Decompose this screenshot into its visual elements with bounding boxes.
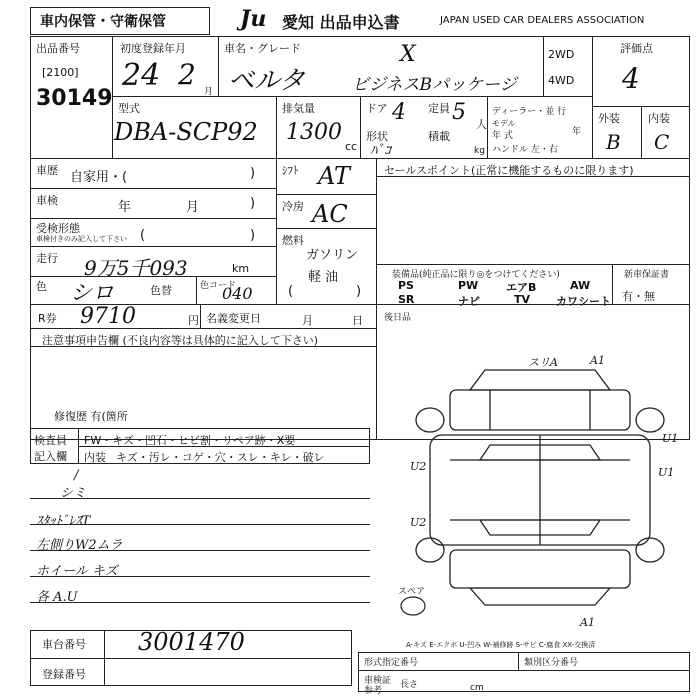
exterior-label: 外装 (598, 112, 620, 125)
receipt-label: 受検形態 (36, 222, 80, 235)
car-grade-mark: X (400, 42, 416, 67)
equipment-label: 装備品(純正品に限り◎をつけてください) (392, 270, 560, 280)
history-value: 自家用・( (70, 170, 128, 185)
shape-label: 形状 (366, 130, 388, 143)
inspector-note-5: ホイール キズ (36, 564, 118, 579)
form-dim-label: 車検証 (364, 676, 392, 686)
form-type-label: 形式指定番号 (364, 658, 419, 668)
lot-label: 出品番号 (36, 42, 80, 55)
color-change-label: 色替 (150, 284, 172, 297)
fuel-diesel: 軽 油 (308, 270, 339, 285)
mark-front-right: A1 (590, 354, 605, 367)
drive-2wd: 2WD (548, 48, 575, 61)
mark-rear: A1 (580, 616, 595, 629)
form-length-unit: cm (470, 683, 484, 693)
dealer-line1: ディーラー・並 行 (492, 107, 567, 117)
dealer-year: 年 式 (492, 131, 513, 141)
model-label: 型式 (118, 102, 140, 115)
header-left-label: 車内保管・守衛保管 (40, 14, 166, 30)
doors-value: 4 (392, 100, 406, 125)
fuel-open: ( (288, 284, 294, 299)
mark-right-upper: U1 (662, 432, 679, 445)
car-damage-diagram (390, 350, 690, 630)
interior-grade: C (654, 130, 670, 154)
shape-value: ﾊﾞｺ (370, 143, 391, 159)
mark-left-door: U2 (410, 460, 427, 473)
displacement-label: 排気量 (282, 102, 315, 115)
inspector-label-1: 検査員 (34, 434, 67, 447)
spare-label: スペア (398, 587, 426, 597)
mileage-value: 9万5千093 (84, 256, 188, 280)
car-grade: ビジネスBパッケージ (352, 75, 517, 95)
color-label: 色 (36, 280, 47, 293)
inspection-label: 車検 (36, 194, 58, 207)
shift-value: AT (318, 162, 351, 190)
mileage-unit: km (232, 262, 250, 275)
registration-label: 初度登録年月 (120, 42, 186, 55)
car-name-label: 車名・グレード (224, 42, 301, 55)
reg-number-label: 登録番号 (42, 668, 86, 681)
form-title: 愛知 出品申込書 (282, 13, 400, 32)
registration-month: 2 (178, 58, 196, 91)
form-ref-label: 参考 (364, 686, 383, 696)
equip-aw: AW (570, 279, 591, 292)
recycle-label: R券 (38, 312, 57, 325)
rating-label: 評価点 (620, 42, 653, 55)
interior-label: 内装 (648, 112, 670, 125)
inspector-row2-label: 内装 (84, 451, 106, 464)
load-label: 積載 (428, 130, 450, 143)
damage-legend: A-キズ E-エクボ U-凹み W-補修跡 S-サビ C-腐食 XX-交換済 (406, 641, 596, 649)
chassis-value: 3001470 (138, 628, 245, 656)
inspector-note-3: ｽﾀｯﾄﾞﾚｽT (36, 514, 91, 529)
mark-left-rear: U2 (410, 516, 427, 529)
inspector-note-1: / (74, 468, 79, 483)
chassis-label: 車台番号 (42, 638, 86, 651)
history-close: ) (250, 166, 256, 181)
registration-year: 24 (122, 58, 161, 93)
color-code: 040 (222, 284, 253, 303)
rear-items-label: 後日品 (384, 313, 412, 323)
car-name: ベルタ (228, 66, 305, 96)
equip-leather-seat: カワシート (556, 295, 611, 308)
mark-right-door: U1 (658, 466, 675, 479)
name-change-month: 月 (302, 314, 313, 327)
equip-sr: SR (398, 293, 415, 306)
drive-4wd: 4WD (548, 74, 575, 87)
equip-airbag: エアB (506, 281, 537, 294)
displacement-value: 1300 (286, 120, 342, 145)
receipt-sub: 車検付きのみ記入して下さい (36, 235, 127, 243)
receipt-open: ( (140, 228, 146, 243)
inspection-year: 年 (118, 200, 132, 215)
fuel-close: ) (356, 284, 362, 299)
lot-code: [2100] (42, 66, 79, 79)
sales-point-label: セールスポイント(正常に機能するものに限ります) (384, 164, 634, 177)
notes-label: 注意事項申告欄 (不良内容等は具体的に記入して下さい) (42, 334, 319, 347)
shift-label: ｼﾌﾄ (282, 164, 299, 177)
form-length-label: 長さ (400, 680, 419, 690)
capacity-value: 5 (452, 100, 466, 125)
recycle-unit: 円 (188, 314, 199, 327)
ac-value: AC (312, 200, 348, 228)
model-value: DBA-SCP92 (114, 118, 258, 146)
registration-month-unit: 月 (204, 87, 214, 97)
capacity-label: 定員 (428, 102, 450, 115)
inspector-row1: FW・キズ・凹石・ヒビ割・リペア跡・X要 (84, 434, 296, 447)
equip-ps: PS (398, 279, 414, 292)
association-logo: Ju (240, 6, 267, 32)
doors-label: ドア (366, 102, 388, 115)
name-change-label: 名義変更日 (206, 312, 261, 325)
repair-history: 修復歴 有(箇所 (54, 410, 128, 423)
warranty-value: 有・無 (622, 290, 655, 303)
equip-tv: TV (514, 293, 531, 306)
equip-pw: PW (458, 279, 479, 292)
form-title-en: JAPAN USED CAR DEALERS ASSOCIATION (440, 15, 645, 26)
color-value: シロ (70, 281, 115, 306)
spare-tire-icon (398, 594, 428, 618)
ac-label: 冷房 (282, 200, 304, 213)
exterior-grade: B (606, 130, 621, 154)
displacement-unit: cc (345, 140, 358, 153)
recycle-value: 9710 (80, 304, 136, 329)
receipt-close: ) (250, 228, 256, 243)
capacity-unit: 人 (476, 118, 487, 131)
lot-number: 30149 (36, 86, 113, 111)
dealer-year-unit: 年 (572, 127, 582, 137)
inspector-note-2: シミ (60, 486, 87, 501)
fuel-gasoline: ガソリン (306, 248, 359, 263)
color-code-label: 色コード (200, 281, 237, 291)
form-class-label: 類別区分番号 (524, 658, 579, 668)
history-label: 車歴 (36, 164, 58, 177)
inspection-close: ) (250, 196, 256, 211)
inspector-note-6: 各 A.U (36, 590, 78, 605)
dealer-handle: ハンドル 左・右 (492, 145, 558, 155)
inspection-month: 月 (186, 200, 200, 215)
inspector-row2: キズ・汚レ・コゲ・穴・スレ・キレ・破レ (116, 451, 325, 464)
equip-navi: ナビ (458, 295, 480, 308)
mark-front-glass: スリA (528, 356, 558, 369)
inspector-note-4: 左側りW2ムラ (36, 538, 123, 553)
load-unit: kg (474, 146, 485, 156)
warranty-label: 新車保証書 (624, 270, 670, 280)
dealer-model: モデル (492, 119, 516, 128)
inspector-label-2: 記入欄 (34, 450, 67, 463)
fuel-label: 燃料 (282, 234, 304, 247)
name-change-day: 日 (352, 314, 363, 327)
rating-score: 4 (622, 62, 640, 95)
mileage-label: 走行 (36, 252, 58, 265)
